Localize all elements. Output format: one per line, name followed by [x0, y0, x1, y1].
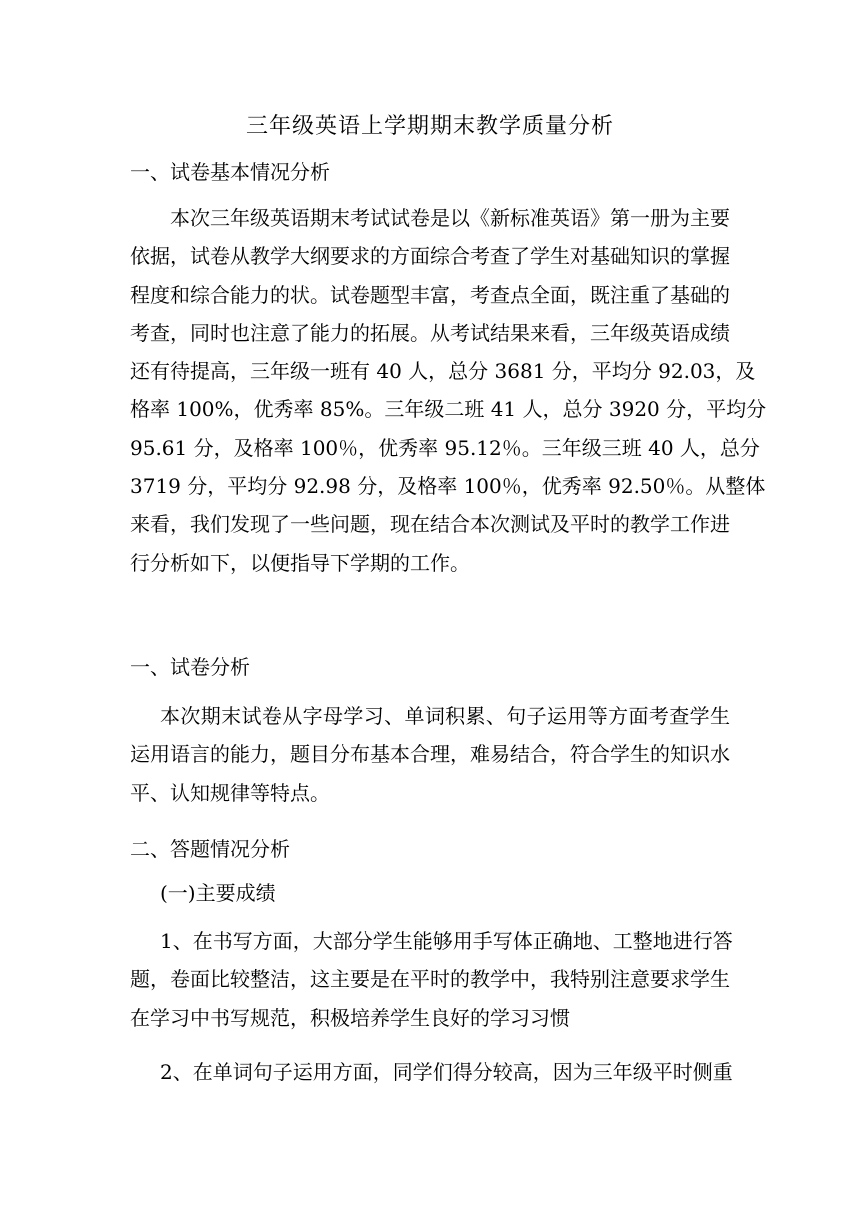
subheading-main-achievements: (一)主要成绩 — [160, 881, 276, 905]
text-line: 依据，试卷从教学大纲要求的方面综合考查了学生对基础知识的掌握 — [130, 244, 730, 269]
section-heading-answer-analysis: 二、答题情况分析 — [130, 837, 290, 861]
text-line: 程度和综合能力的状。试卷题型丰富，考查点全面，既注重了基础的 — [130, 282, 730, 307]
text-line: 来看，我们发现了一些问题，现在结合本次测试及平时的教学工作进 — [130, 512, 730, 537]
text-line: 95.61 分，及格率 100％，优秀率 95.12％。三年级三班 40 人，总分 — [130, 435, 760, 460]
paragraph-vocabulary — [130, 1053, 733, 1091]
text-line: 格率 100%，优秀率 85%。三年级二班 41 人，总分 3920 分，平均分 — [130, 397, 767, 422]
text-line: 1、在书写方面，大部分学生能够用手写体正确地、工整地进行答 — [160, 929, 733, 953]
text-line: 平、认知规律等特点。 — [130, 780, 330, 805]
section-heading-paper-analysis: 一、试卷分析 — [130, 655, 250, 679]
paragraph-exam-overview — [130, 199, 767, 582]
text-line: 2、在单词句子运用方面，同学们得分较高，因为三年级平时侧重 — [160, 1060, 733, 1084]
text-line: 3719 分，平均分 92.98 分，及格率 100％，优秀率 92.50％。从整体 — [130, 474, 766, 499]
text-line: 本次期末试卷从字母学习、单词积累、句子运用等方面考查学生 — [160, 704, 730, 728]
document-title: 三年级英语上学期期末教学质量分析 — [245, 114, 614, 139]
text-line: 在学习中书写规范，积极培养学生良好的学习习惯 — [130, 1005, 570, 1030]
text-line: 运用语言的能力，题目分布基本合理，难易结合，符合学生的知识水 — [130, 742, 730, 767]
text-line: 考查，同时也注意了能力的拓展。从考试结果来看，三年级英语成绩 — [130, 320, 730, 345]
paragraph-paper-analysis — [130, 697, 730, 812]
text-line: 行分析如下，以便指导下学期的工作。 — [130, 550, 470, 575]
section-heading-basic-analysis: 一、试卷基本情况分析 — [130, 160, 330, 184]
text-line: 题，卷面比较整洁，这主要是在平时的教学中，我特别注意要求学生 — [130, 967, 730, 992]
text-line: 还有待提高，三年级一班有 40 人，总分 3681 分，平均分 92.03，及 — [130, 359, 756, 384]
paragraph-writing — [130, 922, 733, 1037]
text-line: 本次三年级英语期末考试试卷是以《新标准英语》第一册为主要 — [170, 206, 730, 230]
